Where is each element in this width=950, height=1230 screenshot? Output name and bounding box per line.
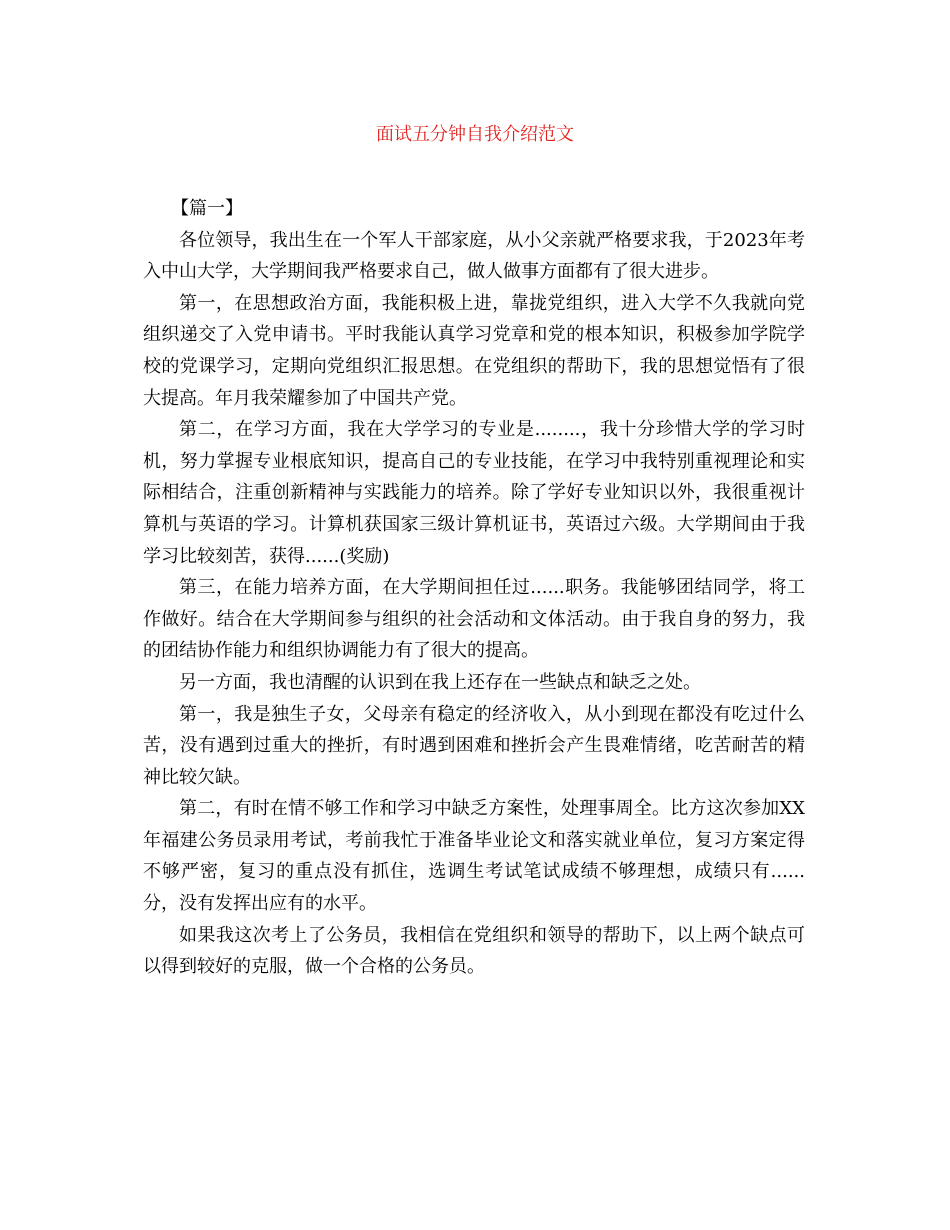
paragraph-shortcoming-one: 第一，我是独生子女，父母亲有稳定的经济收入，从小到现在都没有吃过什么苦，没有遇到过重大的挫折，有时遇到困难和挫折会产生畏难情绪，吃苦耐苦的精神比较欠缺。 [143,703,805,788]
document-title: 面试五分钟自我介绍范文 [376,124,574,145]
paragraph-study: 第二，在学习方面，我在大学学习的专业是........，我十分珍惜大学的学习时机，努力掌握专业根底知识，提高自己的专业技能，在学习中我特别重视理论和实际相结合，注重创新精神与实践能力的培养。除了学好专业知识以外，我很重视计算机与英语的学习。计算机获国家三级计算机证书，英语过六级。大学期间由于我学习比较刻苦，获得......(奖励) [143,419,805,567]
paragraph-shortcoming-two: 第二，有时在情不够工作和学习中缺乏方案性，处理事周全。比方这次参加XX年福建公务员录用考试，考前我忙于准备毕业论文和落实就业单位，复习方案定得不够严密，复习的重点没有抓住，选调生考试笔试成绩不够理想，成绩只有......分，没有发挥出应有的水平。 [143,798,805,915]
section-heading: 【篇一】 [171,198,243,219]
paragraph-conclusion: 如果我这次考上了公务员，我相信在党组织和领导的帮助下，以上两个缺点可以得到较好的克服，做一个合格的公务员。 [143,924,805,978]
paragraph-ability: 第三，在能力培养方面，在大学期间担任过......职务。我能够团结同学，将工作做好。结合在大学期间参与组织的社会活动和文体活动。由于我自身的努力，我的团结协作能力和组织协调能力有了很大的提高。 [143,577,805,662]
paragraph-political: 第一，在思想政治方面，我能积极上进，靠拢党组织，进入大学不久我就向党组织递交了入党申请书。平时我能认真学习党章和党的根本知识，积极参加学院学校的党课学习，定期向党组织汇报思想。在党组织的帮助下，我的思想觉悟有了很大提高。年月我荣耀参加了中国共产党。 [143,292,805,409]
paragraph-intro: 各位领导，我出生在一个军人干部家庭，从小父亲就严格要求我，于2023年考入中山大学，大学期间我严格要求自己，做人做事方面都有了很大进步。 [143,229,805,283]
document-body [143,193,805,983]
paragraph-shortcomings-intro: 另一方面，我也清醒的认识到在我上还存在一些缺点和缺乏之处。 [179,671,701,693]
